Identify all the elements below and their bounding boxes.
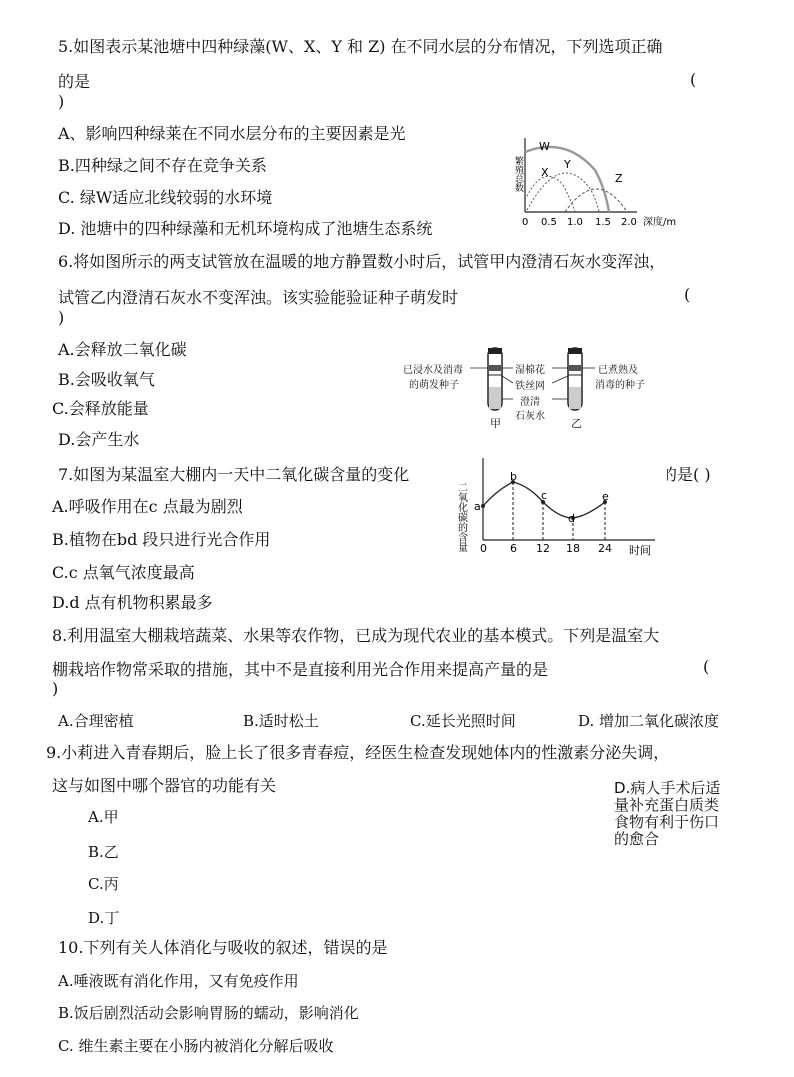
q8-answer-paren-open: ( (703, 657, 710, 676)
q9-option-a: A.甲 (88, 808, 119, 826)
q10-option-a: A.唾液既有消化作用，又有免疫作用 (58, 972, 299, 990)
q6-option-d: D.会产生水 (58, 430, 140, 449)
q6-tube-label-yi: 乙 (571, 417, 582, 430)
q6-right-label-2: 消毒的种子 (595, 380, 645, 391)
q7-y-axis-label: 二氧化碳的含量 (455, 482, 467, 552)
q6-mid-label-cotton: 湿棉花 (515, 365, 545, 376)
q9-option-c: C.丙 (88, 875, 119, 893)
q7-point-a (481, 504, 485, 508)
q10-option-b: B.饭后剧烈活动会影响胃肠的蠕动，影响消化 (58, 1004, 359, 1022)
q6-option-c: C.会释放能量 (52, 399, 149, 418)
q8-stem-line2: 棚栽培作物常采取的措施，其中不是直接利用光合作用来提高产量的是 (52, 660, 549, 679)
q9-stem-line2: 这与如图中哪个器官的功能有关 (52, 776, 277, 795)
q5-label-w: W (539, 140, 550, 153)
q6-mid-label-wire: 铁丝网 (515, 381, 545, 392)
q7-option-a: A.呼吸作用在c 点最为剧烈 (52, 497, 243, 516)
q5-curve-z (565, 189, 627, 212)
q7-option-b: B.植物在bd 段只进行光合作用 (52, 530, 271, 549)
q9-side-note (614, 780, 720, 848)
q7-stem-tail: 的是( ) (661, 465, 711, 484)
q6-stem-line2: 试管乙内澄清石灰水不变浑浊。该实验能验证种子萌发时 (58, 288, 459, 307)
q5-option-c: C. 绿W适应北线较弱的水环境 (58, 188, 273, 207)
q8-option-d: D. 增加二氧化碳浓度 (578, 712, 720, 730)
q5-label-y: Y (564, 158, 571, 171)
q8-answer-paren-close: ) (52, 679, 59, 698)
q5-option-b: B.四种绿之间不存在竞争关系 (58, 156, 267, 175)
q7-stem: 7.如图为某温室大棚内一天中二氧化碳含量的变化 (58, 465, 410, 484)
q9-side-note-line4: 的愈合 (614, 830, 660, 848)
q9-stem-line1: 9.小莉进入青春期后，脸上长了很多青春痘，经医生检查发现她体内的性激素分泌失调， (46, 743, 670, 762)
q5-x-tick-4: 2.0 (621, 217, 637, 228)
q5-x-tick-2: 1.0 (567, 217, 583, 228)
q7-x-axis-label: 时间 (629, 544, 651, 557)
q6-left-label-2: 的萌发种子 (409, 380, 459, 391)
q5-curve-x (525, 176, 575, 212)
q9-side-note-line3: 食物有利于伤口 (614, 813, 720, 831)
q6-tube-label-jia: 甲 (490, 417, 501, 430)
q5-label-x: X (541, 166, 549, 179)
q6-mid-label-clear: 澄清 (520, 397, 540, 408)
q8-option-a: A.合理密植 (58, 712, 134, 730)
q7-label-a: a (474, 500, 481, 513)
q9-option-d: D.丁 (88, 909, 120, 927)
q5-algae-depth-chart (505, 130, 695, 235)
q8-stem-line1: 8.利用温室大棚栽培蔬菜、水果等农作物，已成为现代农业的基本模式。下列是温室大 (52, 626, 660, 645)
q7-label-d: d (568, 512, 575, 525)
q9-side-note-line2: 量补充蛋白质类 (614, 796, 720, 814)
q6-option-a: A.会释放二氧化碳 (58, 340, 187, 359)
q6-mid-label-limewater: 石灰水 (515, 411, 545, 422)
q7-x-tick-0: 0 (480, 542, 487, 555)
q9-option-b: B.乙 (88, 843, 119, 861)
q6-left-label-1: 已浸水及消毒 (403, 365, 463, 376)
q5-option-d: D. 池塘中的四种绿藻和无机环境构成了池塘生态系统 (58, 219, 433, 238)
q7-x-tick-12: 12 (536, 542, 550, 555)
q5-x-tick-1: 0.5 (541, 217, 557, 228)
q7-option-d: D.d 点有机物积累最多 (52, 593, 213, 612)
q7-x-tick-6: 6 (510, 542, 517, 555)
q5-x-tick-0: 0 (522, 217, 529, 228)
q10-stem: 10.下列有关人体消化与吸收的叙述，错误的是 (58, 938, 388, 957)
q6-answer-paren-close: ) (58, 308, 65, 327)
q5-x-axis-label: 深度/m (643, 217, 677, 228)
q5-option-a: A、影响四种绿莱在不同水层分布的主要因素是光 (58, 124, 406, 143)
q7-label-c: c (541, 489, 548, 502)
q8-option-b: B.适时松土 (243, 712, 319, 730)
q7-option-c: C.c 点氧气浓度最高 (52, 563, 195, 582)
q5-label-z: Z (615, 172, 623, 185)
q5-answer-paren-close: ) (58, 92, 65, 111)
q10-option-c: C. 维生素主要在小肠内被消化分解后吸收 (58, 1037, 334, 1055)
q7-co2-chart (447, 452, 667, 560)
q5-y-axis-label: 繁殖总数 (513, 156, 523, 192)
q5-curve-y (527, 173, 599, 212)
q7-label-e: e (602, 490, 609, 503)
q7-x-tick-18: 18 (566, 542, 580, 555)
q5-x-tick-3: 1.5 (595, 217, 611, 228)
q5-stem-line2: 的是 (58, 72, 91, 91)
q6-test-tube-figure (395, 343, 700, 431)
q7-label-b: b (510, 470, 517, 483)
q5-answer-paren-open: ( (690, 70, 697, 89)
q9-side-note-line1: D.病人手术后适 (614, 779, 721, 797)
q7-x-tick-24: 24 (598, 542, 612, 555)
q6-right-label-1: 已煮熟及 (598, 365, 638, 376)
q6-option-b: B.会吸收氧气 (58, 370, 155, 389)
q6-answer-paren-open: ( (684, 285, 691, 304)
q5-stem-line1: 5.如图表示某池塘中四种绿藻(W、X、Y 和 Z) 在不同水层的分布情况，下列选项正确 (58, 37, 663, 56)
q8-option-c: C.延长光照时间 (410, 712, 516, 730)
q6-stem-line1: 6.将如图所示的两支试管放在温暖的地方静置数小时后，试管甲内澄清石灰水变浑浊， (58, 252, 666, 271)
